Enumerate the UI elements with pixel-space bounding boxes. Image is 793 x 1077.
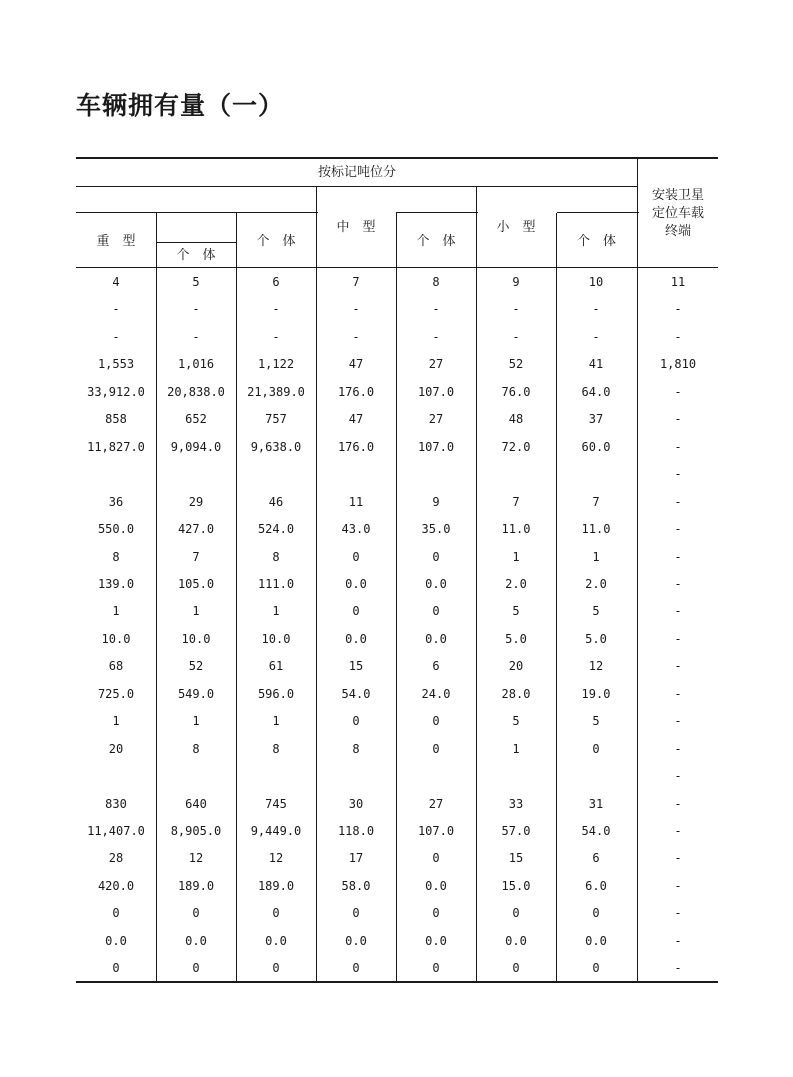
table-cell: 47 bbox=[348, 357, 364, 371]
table-cell bbox=[156, 768, 236, 784]
table-cell: 1 bbox=[112, 714, 120, 728]
table-cell: 12 bbox=[188, 851, 204, 865]
table-cell: 0.0 bbox=[505, 934, 527, 948]
table-cell: 5 bbox=[592, 714, 600, 728]
table-cell: 9,449.0 bbox=[250, 824, 302, 838]
table-cell: - bbox=[674, 769, 682, 783]
table-cell: 107.0 bbox=[417, 440, 455, 454]
table-cell: 8 bbox=[432, 275, 440, 289]
table-cell bbox=[236, 466, 316, 482]
table-cell: 550.0 bbox=[97, 522, 135, 536]
table-cell: - bbox=[674, 412, 682, 426]
table-cell: 8 bbox=[192, 742, 200, 756]
table-cell: 0.0 bbox=[425, 632, 447, 646]
table-cell: 11 bbox=[670, 275, 686, 289]
table-cell: 0 bbox=[432, 961, 440, 975]
table-cell: 20 bbox=[108, 742, 124, 756]
table-cell: 5.0 bbox=[585, 632, 607, 646]
table-cell: 0 bbox=[432, 742, 440, 756]
table-cell: 28 bbox=[108, 851, 124, 865]
table-cell: 0 bbox=[352, 906, 360, 920]
table-cell: 33,912.0 bbox=[87, 385, 145, 399]
table-cell: 21,389.0 bbox=[247, 385, 305, 399]
table-cell: 189.0 bbox=[177, 879, 215, 893]
table-cell: 0 bbox=[512, 906, 520, 920]
table-cell: 0 bbox=[512, 961, 520, 975]
table-cell: 20,838.0 bbox=[167, 385, 225, 399]
table-cell: 107.0 bbox=[417, 824, 455, 838]
header-small: 小 型 bbox=[496, 220, 536, 235]
table-cell: 858 bbox=[105, 412, 127, 426]
header-heavy: 重 型 bbox=[96, 234, 136, 249]
table-cell: 0.0 bbox=[185, 934, 207, 948]
table-cell: 8 bbox=[112, 550, 120, 564]
table-cell: - bbox=[352, 302, 360, 316]
table-cell: - bbox=[674, 906, 682, 920]
table-cell: 0.0 bbox=[265, 934, 287, 948]
table-cell: - bbox=[512, 302, 520, 316]
table-cell: 76.0 bbox=[501, 385, 531, 399]
table-cell: 0.0 bbox=[425, 577, 447, 591]
table-cell: - bbox=[674, 440, 682, 454]
table-cell: 6 bbox=[272, 275, 280, 289]
table-cell: 52 bbox=[188, 659, 204, 673]
header-individual-3: 个 体 bbox=[576, 234, 616, 249]
table-cell: 61 bbox=[268, 659, 284, 673]
table-cell: 0 bbox=[272, 906, 280, 920]
table-cell: 105.0 bbox=[177, 577, 215, 591]
table-cell: 7 bbox=[352, 275, 360, 289]
table-cell: 37 bbox=[588, 412, 604, 426]
table-cell: 57.0 bbox=[501, 824, 531, 838]
table-cell: - bbox=[192, 302, 200, 316]
table-cell: 1,553 bbox=[97, 357, 135, 371]
table-cell: 640 bbox=[185, 797, 207, 811]
table-cell: 1 bbox=[192, 604, 200, 618]
table-cell: 1 bbox=[112, 604, 120, 618]
table-cell bbox=[76, 768, 156, 784]
table-cell: 68 bbox=[108, 659, 124, 673]
table-cell: 118.0 bbox=[337, 824, 375, 838]
table-cell: 10.0 bbox=[101, 632, 131, 646]
table-cell: 6.0 bbox=[585, 879, 607, 893]
table-bottom-rule bbox=[76, 981, 718, 983]
table-cell: 52 bbox=[508, 357, 524, 371]
table-cell: - bbox=[432, 302, 440, 316]
header-bottom-rule bbox=[76, 267, 718, 268]
table-cell: 1 bbox=[592, 550, 600, 564]
table-cell: 7 bbox=[592, 495, 600, 509]
table-cell: 5 bbox=[512, 604, 520, 618]
subheader-rule-3 bbox=[557, 212, 639, 213]
table-cell: 35.0 bbox=[421, 522, 451, 536]
table-cell: 46 bbox=[268, 495, 284, 509]
table-cell: 0 bbox=[432, 604, 440, 618]
table-cell: 2.0 bbox=[585, 577, 607, 591]
table-cell: 0.0 bbox=[585, 934, 607, 948]
table-cell: 15.0 bbox=[501, 879, 531, 893]
table-cell: 745 bbox=[265, 797, 287, 811]
table-cell: 0.0 bbox=[105, 934, 127, 948]
table-cell bbox=[396, 466, 476, 482]
table-cell: 60.0 bbox=[581, 440, 611, 454]
table-cell: 15 bbox=[348, 659, 364, 673]
table-cell: 54.0 bbox=[581, 824, 611, 838]
table-cell: 1 bbox=[512, 550, 520, 564]
table-cell: 0 bbox=[592, 742, 600, 756]
table-cell: - bbox=[674, 302, 682, 316]
table-cell: 10 bbox=[588, 275, 604, 289]
header-medium: 中 型 bbox=[336, 220, 376, 235]
table-cell: - bbox=[674, 742, 682, 756]
table-cell: - bbox=[674, 604, 682, 618]
table-cell: 27 bbox=[428, 412, 444, 426]
table-cell: - bbox=[674, 659, 682, 673]
table-cell: 0 bbox=[432, 906, 440, 920]
table-cell: - bbox=[674, 714, 682, 728]
table-cell: - bbox=[674, 797, 682, 811]
table-cell: 0 bbox=[432, 714, 440, 728]
heavy-individual-rule bbox=[156, 242, 237, 243]
subheader-rule bbox=[76, 212, 318, 213]
header-tonnage-group: 按标记吨位分 bbox=[317, 165, 396, 180]
table-cell: 0.0 bbox=[345, 934, 367, 948]
table-cell: 72.0 bbox=[501, 440, 531, 454]
table-cell: 31 bbox=[588, 797, 604, 811]
table-cell bbox=[556, 768, 636, 784]
table-cell: 830 bbox=[105, 797, 127, 811]
table-cell: 24.0 bbox=[421, 687, 451, 701]
table-cell: - bbox=[674, 550, 682, 564]
table-cell: 43.0 bbox=[341, 522, 371, 536]
table-cell: 12 bbox=[588, 659, 604, 673]
table-cell: 5 bbox=[192, 275, 200, 289]
table-cell: 11,407.0 bbox=[87, 824, 145, 838]
header-individual-1: 个 体 bbox=[256, 234, 296, 249]
table-cell: - bbox=[112, 330, 120, 344]
table-cell: 6 bbox=[592, 851, 600, 865]
table-cell: 8 bbox=[352, 742, 360, 756]
table-cell: 1 bbox=[272, 714, 280, 728]
table-cell: 10.0 bbox=[181, 632, 211, 646]
page-title: 车辆拥有量（一） bbox=[76, 91, 285, 120]
table-cell: 0 bbox=[352, 604, 360, 618]
table-cell: 29 bbox=[188, 495, 204, 509]
table-cell: - bbox=[592, 330, 600, 344]
table-cell: - bbox=[674, 495, 682, 509]
table-cell: 139.0 bbox=[97, 577, 135, 591]
table-cell: 11.0 bbox=[581, 522, 611, 536]
table-cell bbox=[396, 768, 476, 784]
table-cell: - bbox=[674, 330, 682, 344]
table-cell: - bbox=[592, 302, 600, 316]
table-cell: - bbox=[272, 302, 280, 316]
table-cell: 420.0 bbox=[97, 879, 135, 893]
table-cell: 9 bbox=[432, 495, 440, 509]
table-cell: 0 bbox=[272, 961, 280, 975]
table-cell: 9,638.0 bbox=[250, 440, 302, 454]
table-cell: - bbox=[674, 687, 682, 701]
table-cell: 28.0 bbox=[501, 687, 531, 701]
table-cell: 7 bbox=[512, 495, 520, 509]
table-cell: 10.0 bbox=[261, 632, 291, 646]
table-cell: 0 bbox=[352, 550, 360, 564]
table-cell bbox=[236, 768, 316, 784]
table-cell: 757 bbox=[265, 412, 287, 426]
header-heavy-individual: 个 体 bbox=[176, 248, 216, 263]
table-cell: 27 bbox=[428, 357, 444, 371]
table-cell: 0 bbox=[192, 961, 200, 975]
table-cell: 58.0 bbox=[341, 879, 371, 893]
table-cell: - bbox=[674, 879, 682, 893]
table-cell: 54.0 bbox=[341, 687, 371, 701]
table-cell: 36 bbox=[108, 495, 124, 509]
table-cell: 1 bbox=[272, 604, 280, 618]
table-cell bbox=[556, 466, 636, 482]
table-cell: 0 bbox=[112, 961, 120, 975]
table-cell: 1 bbox=[192, 714, 200, 728]
table-cell: 111.0 bbox=[257, 577, 295, 591]
group-header-rule bbox=[76, 186, 638, 187]
table-cell: - bbox=[432, 330, 440, 344]
table-cell: 11,827.0 bbox=[87, 440, 145, 454]
table-cell: - bbox=[512, 330, 520, 344]
table-cell bbox=[316, 466, 396, 482]
table-cell: 0 bbox=[592, 961, 600, 975]
table-cell: - bbox=[352, 330, 360, 344]
table-cell: 2.0 bbox=[505, 577, 527, 591]
table-cell: 5 bbox=[592, 604, 600, 618]
table-cell: 8,905.0 bbox=[170, 824, 222, 838]
table-cell: - bbox=[674, 632, 682, 646]
table-cell: 41 bbox=[588, 357, 604, 371]
table-cell: 5 bbox=[512, 714, 520, 728]
table-cell: 524.0 bbox=[257, 522, 295, 536]
table-cell: 12 bbox=[268, 851, 284, 865]
table-cell bbox=[156, 466, 236, 482]
table-cell: 0 bbox=[432, 550, 440, 564]
table-cell: 0 bbox=[352, 714, 360, 728]
table-cell: 0 bbox=[592, 906, 600, 920]
table-cell: - bbox=[112, 302, 120, 316]
table-cell: 9 bbox=[512, 275, 520, 289]
table-cell: 0 bbox=[352, 961, 360, 975]
table-cell: 596.0 bbox=[257, 687, 295, 701]
table-cell: 1 bbox=[512, 742, 520, 756]
table-cell: 20 bbox=[508, 659, 524, 673]
table-cell: - bbox=[674, 961, 682, 975]
table-cell: 4 bbox=[112, 275, 120, 289]
table-cell: 1,122 bbox=[257, 357, 295, 371]
table-cell: 8 bbox=[272, 742, 280, 756]
table-cell: 0 bbox=[432, 851, 440, 865]
header-satellite-line1: 安装卫星 bbox=[651, 188, 704, 203]
table-cell: 5.0 bbox=[505, 632, 527, 646]
table-cell: - bbox=[674, 577, 682, 591]
table-cell: 30 bbox=[348, 797, 364, 811]
table-cell: - bbox=[674, 851, 682, 865]
table-cell: 9,094.0 bbox=[170, 440, 222, 454]
table-cell: - bbox=[674, 824, 682, 838]
table-cell bbox=[476, 768, 556, 784]
table-cell: 0.0 bbox=[345, 577, 367, 591]
table-cell: 6 bbox=[432, 659, 440, 673]
table-cell: 17 bbox=[348, 851, 364, 865]
header-satellite-line2: 定位车载 bbox=[651, 206, 704, 221]
table-cell: - bbox=[674, 385, 682, 399]
table-cell: 33 bbox=[508, 797, 524, 811]
table-cell: 0.0 bbox=[425, 934, 447, 948]
table-cell: 11 bbox=[348, 495, 364, 509]
table-cell: 549.0 bbox=[177, 687, 215, 701]
table-cell: 19.0 bbox=[581, 687, 611, 701]
header-satellite-line3: 终端 bbox=[664, 224, 691, 239]
table-cell: - bbox=[192, 330, 200, 344]
table-cell: 427.0 bbox=[177, 522, 215, 536]
table-cell: 1,810 bbox=[659, 357, 697, 371]
table-cell bbox=[76, 466, 156, 482]
table-cell: 0.0 bbox=[345, 632, 367, 646]
table-cell: - bbox=[674, 467, 682, 481]
table-cell: 176.0 bbox=[337, 440, 375, 454]
table-cell: 107.0 bbox=[417, 385, 455, 399]
table-cell: 47 bbox=[348, 412, 364, 426]
table-cell: 0 bbox=[192, 906, 200, 920]
table-cell: 652 bbox=[185, 412, 207, 426]
table-cell: - bbox=[674, 522, 682, 536]
table-cell: 15 bbox=[508, 851, 524, 865]
table-cell: 8 bbox=[272, 550, 280, 564]
table-cell: 176.0 bbox=[337, 385, 375, 399]
table-cell: 48 bbox=[508, 412, 524, 426]
table-cell: - bbox=[674, 934, 682, 948]
subheader-rule-2 bbox=[396, 212, 478, 213]
table-cell bbox=[316, 768, 396, 784]
table-cell: 11.0 bbox=[501, 522, 531, 536]
table-cell bbox=[476, 466, 556, 482]
table-cell: 27 bbox=[428, 797, 444, 811]
table-cell: 64.0 bbox=[581, 385, 611, 399]
table-cell: 725.0 bbox=[97, 687, 135, 701]
table-cell: 1,016 bbox=[177, 357, 215, 371]
table-cell: 7 bbox=[192, 550, 200, 564]
table-cell: - bbox=[272, 330, 280, 344]
header-individual-2: 个 体 bbox=[416, 234, 456, 249]
table-top-rule bbox=[76, 157, 718, 159]
table-cell: 189.0 bbox=[257, 879, 295, 893]
table-cell: 0.0 bbox=[425, 879, 447, 893]
table-cell: 0 bbox=[112, 906, 120, 920]
